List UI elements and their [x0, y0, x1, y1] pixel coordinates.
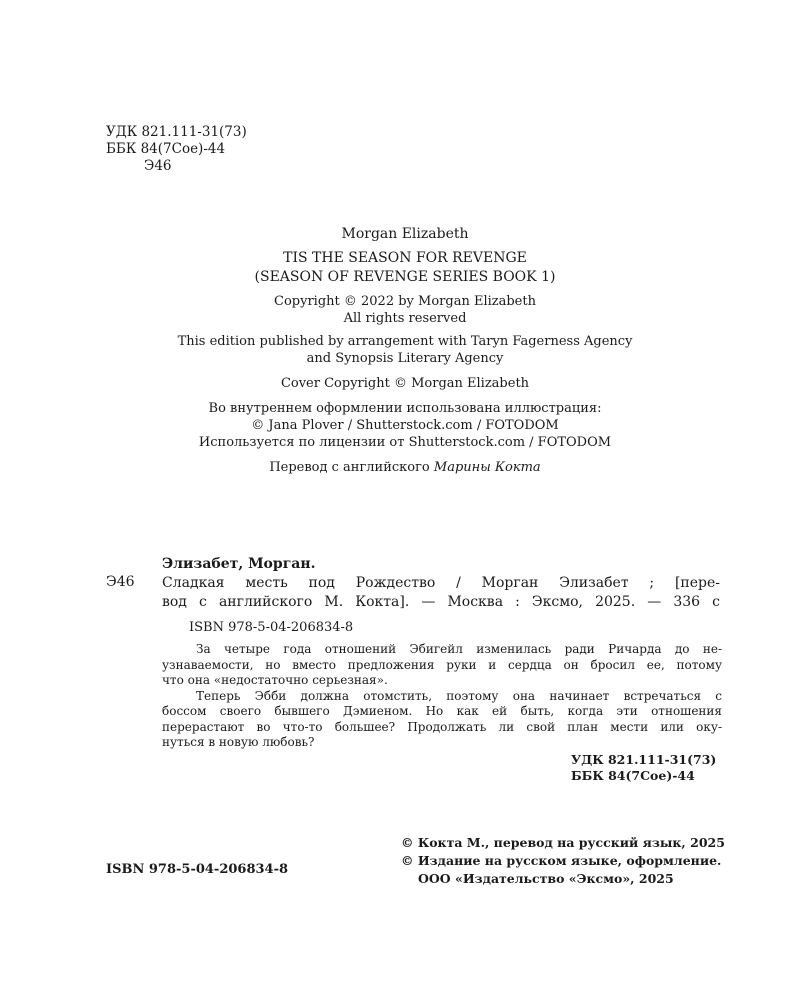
edition-line-2: and Synopsis Literary Agency — [306, 351, 504, 366]
udk-code-bottom: УДК 821.111-31(73) — [571, 752, 717, 767]
translator-name: Марины Кокта — [433, 460, 541, 475]
illustration-line-2: © Jana Plover / Shutterstock.com / FOTODOM — [251, 418, 559, 433]
translation-line — [0, 459, 800, 476]
credits-block — [0, 225, 800, 476]
annotation-line-7: нуться в новую любовь? — [162, 735, 315, 749]
udk-block-bottom — [571, 752, 716, 784]
bbk-code: ББК 84(7Сое)-44 — [106, 141, 226, 157]
translation-prefix: Перевод с английского — [269, 460, 430, 475]
author-en: Morgan Elizabeth — [341, 226, 469, 242]
bbk-code-bottom: ББК 84(7Сое)-44 — [571, 768, 695, 783]
copyright-publisher: ООО «Издательство «Эксмо», 2025 — [418, 871, 674, 886]
copyright-line: Copyright © 2022 by Morgan Elizabeth — [274, 294, 536, 309]
catalog-isbn: ISBN 978-5-04-206834-8 — [189, 620, 354, 635]
udk-code: УДК 821.111-31(73) — [106, 124, 247, 140]
annotation-line-4: Теперь Эбби должна отомстить, поэтому она начинает встречаться с — [196, 688, 722, 703]
cover-copyright: Cover Copyright © Morgan Elizabeth — [280, 376, 530, 391]
illustration-line-1: Во внутреннем оформлении использована иллюстрация: — [208, 401, 602, 416]
copyright-translation: © Кокта М., перевод на русский язык, 2025 — [401, 835, 725, 850]
author-mark: Э46 — [144, 158, 172, 174]
catalog-description — [162, 574, 720, 612]
title-line-1: TIS THE SEASON FOR REVENGE — [283, 250, 527, 266]
title-line-2: (SEASON OF REVENGE SERIES BOOK 1) — [254, 269, 556, 285]
annotation-line-1: За четыре года отношений Эбигейл изменилась ради Ричарда до не- — [196, 642, 722, 656]
annotation-line-5: боссом своего бывшего Дэмиеном. Но как ей быть, когда эти отношения — [162, 704, 722, 718]
copyright-edition: © Издание на русском языке, оформление. — [401, 853, 722, 868]
annotation-line-3: что она «недостаточно серьезная». — [162, 673, 388, 687]
illustration-line-3: Используется по лицензии от Shutterstock.com / FOTODOM — [198, 435, 612, 450]
catalog-desc-line-2: вод с английского М. Кокта]. — Москва : Эксмо, 2025. — 336 с — [162, 594, 720, 610]
footer-isbn: ISBN 978-5-04-206834-8 — [106, 862, 289, 877]
edition-line-1: This edition published by arrangement with Taryn Fagerness Agency — [177, 334, 633, 349]
udk-block-top — [106, 124, 247, 175]
catalog-desc-line-1: Сладкая месть под Рождество / Морган Элизабет ; [пере- — [162, 575, 720, 591]
annotation-line-6: перерастают во что-то большее? Продолжать ли свой план мести или оку- — [162, 719, 722, 734]
catalog-author: Элизабет, Морган. — [162, 556, 316, 572]
annotation-line-2: узнаваемости, но вместо предложения руки и сердца он бросил ее, потому — [162, 657, 722, 672]
footer-copyright — [401, 834, 725, 888]
rights-line: All rights reserved — [343, 311, 467, 326]
catalog-code: Э46 — [106, 574, 135, 590]
annotation — [162, 642, 722, 751]
